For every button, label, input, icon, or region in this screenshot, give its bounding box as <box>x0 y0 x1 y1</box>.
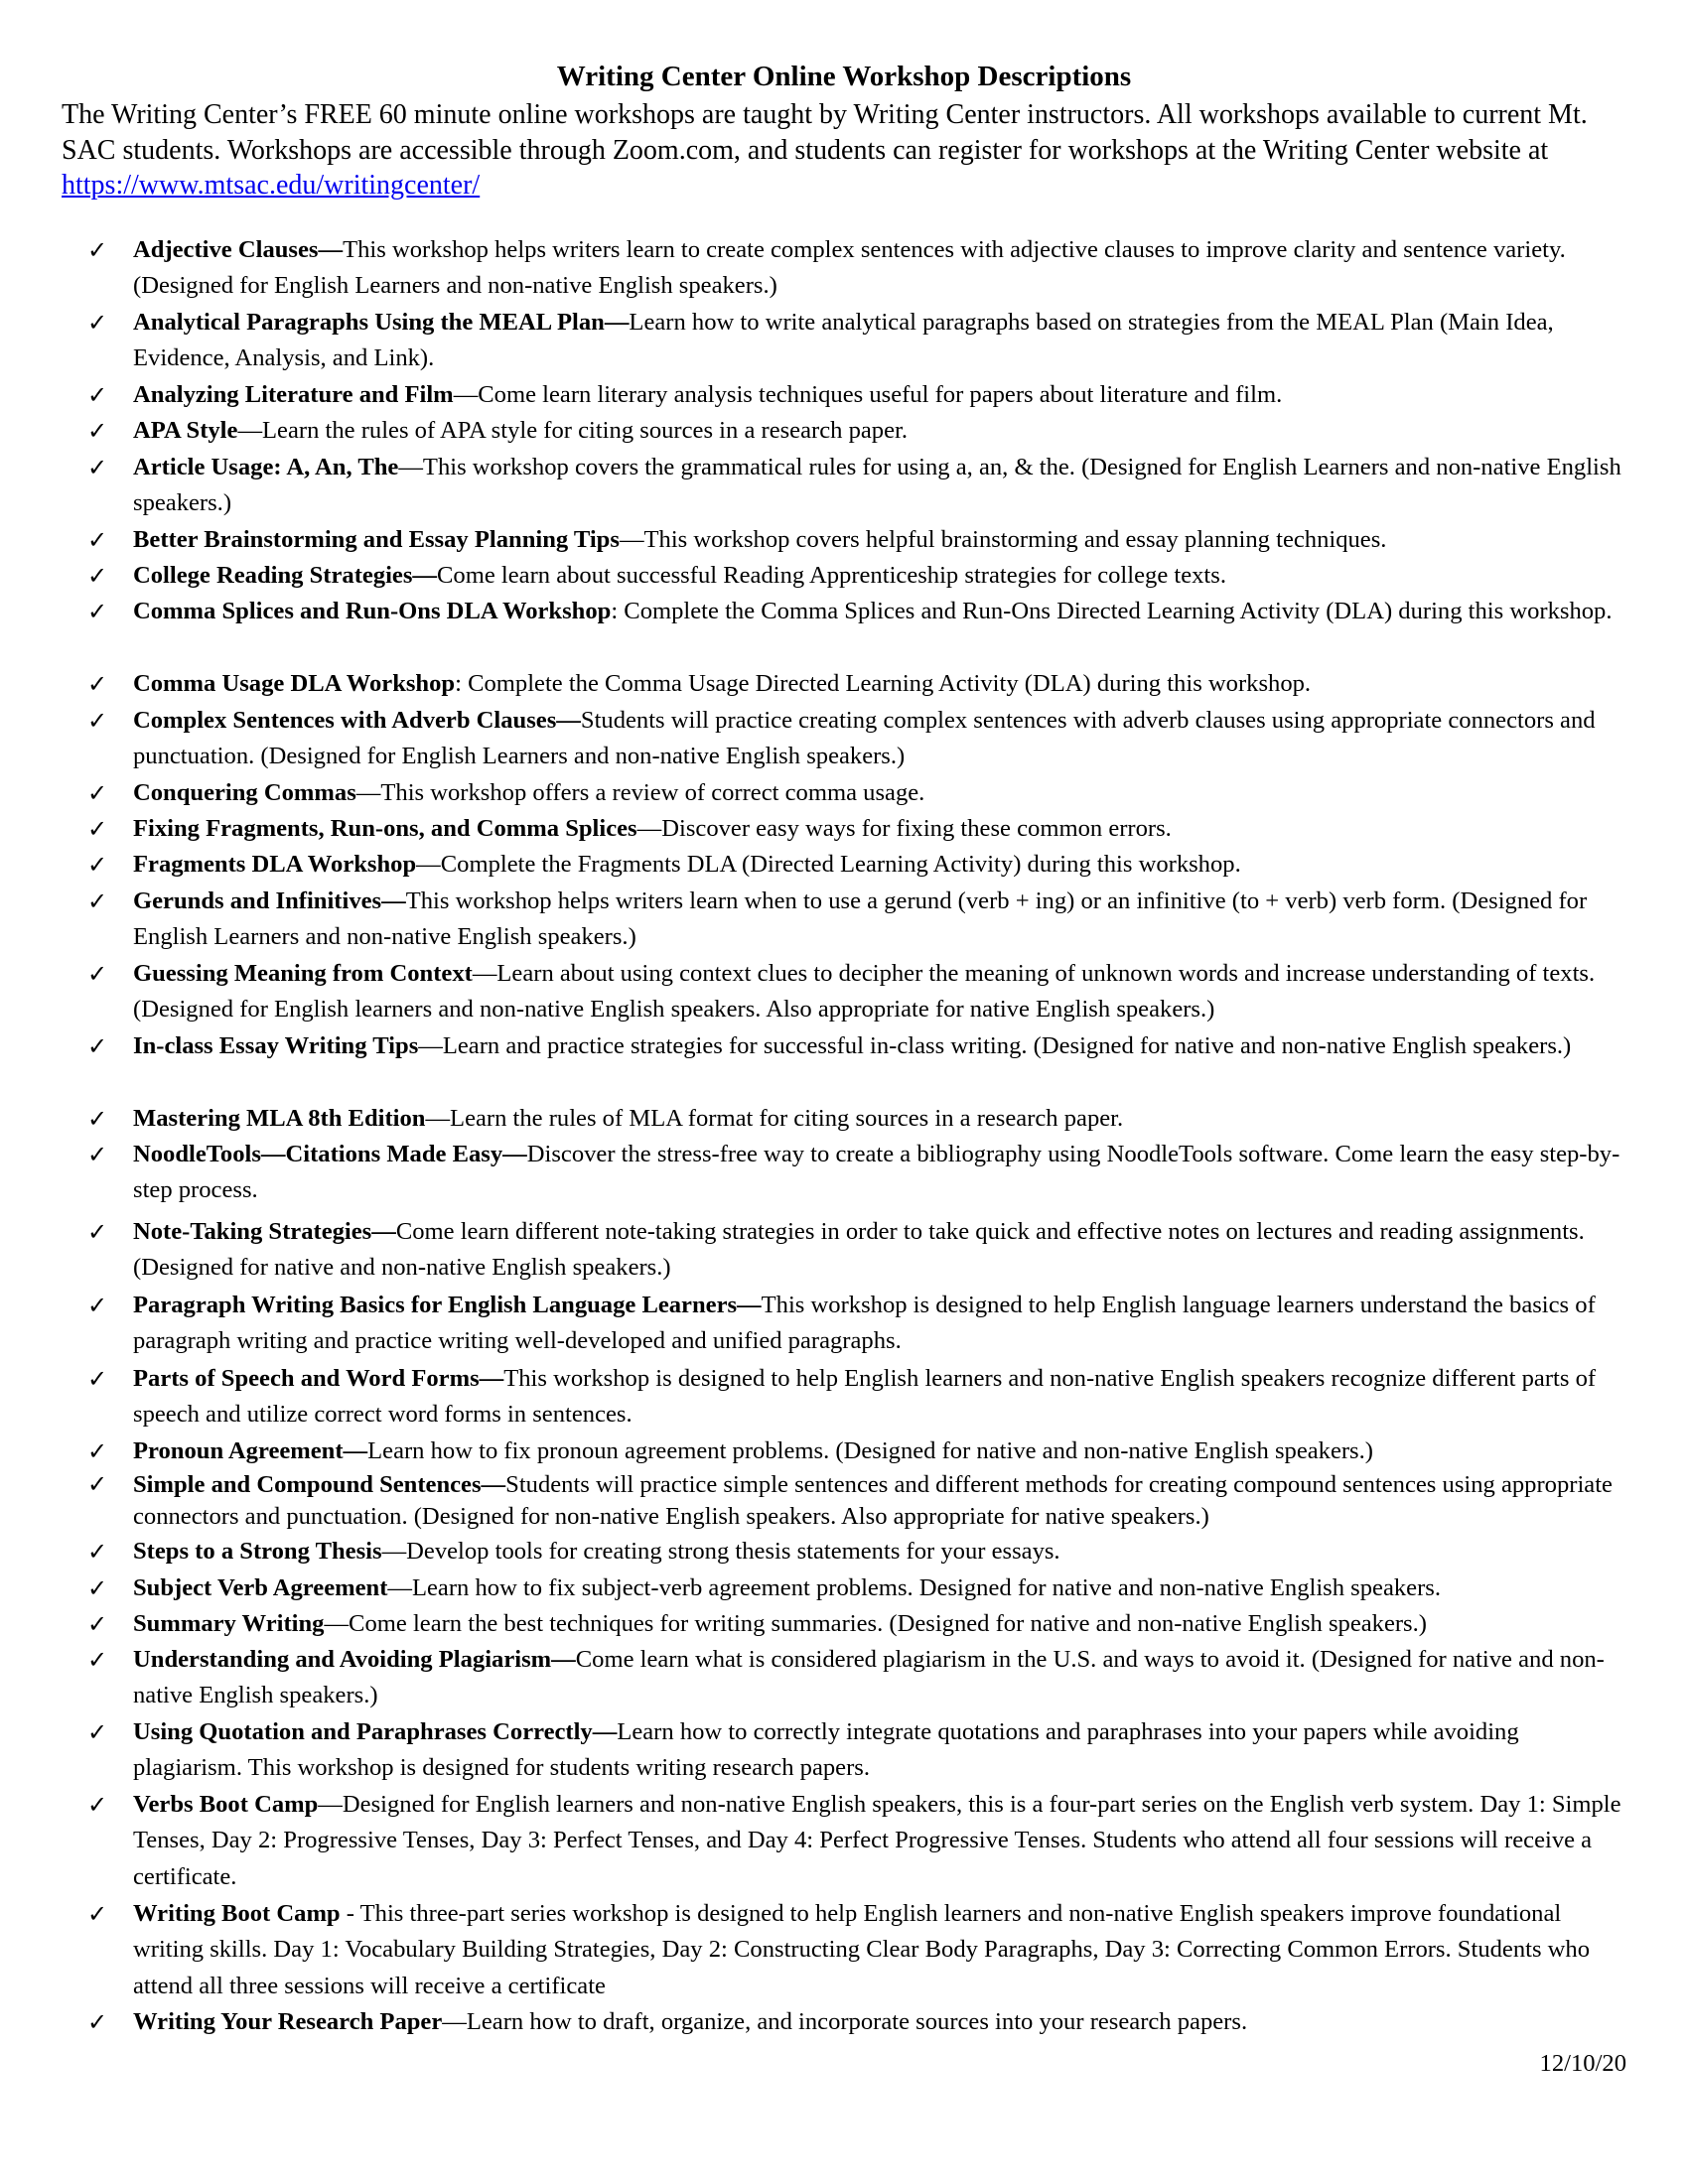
checkmark-icon: ✓ <box>87 1218 108 1246</box>
workshop-title: Conquering Commas <box>133 779 356 806</box>
workshop-description: —Learn how to fix subject-verb agreement problems. Designed for native and non-native English speakers. <box>387 1574 1442 1601</box>
checkmark-icon: ✓ <box>87 779 108 807</box>
workshop-item <box>87 232 1622 305</box>
workshop-item <box>87 1606 1622 1642</box>
workshop-item <box>87 522 1622 558</box>
workshop-description: —This workshop offers a review of correct comma usage. <box>355 779 925 806</box>
checkmark-icon: ✓ <box>87 2008 108 2036</box>
workshop-title: Comma Splices and Run-Ons DLA Workshop <box>133 598 612 624</box>
workshop-description: —Discover easy ways for fixing these common errors. <box>636 815 1172 842</box>
checkmark-icon: ✓ <box>87 1141 108 1168</box>
workshop-item <box>87 1101 1622 1137</box>
workshop-title: Complex Sentences with Adverb Clauses— <box>133 707 581 734</box>
workshop-item <box>87 1288 1622 1360</box>
workshop-item <box>87 377 1622 413</box>
workshop-title: Simple and Compound Sentences— <box>133 1471 506 1498</box>
checkmark-icon: ✓ <box>87 1900 108 1928</box>
workshop-item <box>87 1433 1622 1469</box>
workshop-item <box>87 2004 1622 2040</box>
workshop-description: Come learn what is considered plagiarism in the U.S. and ways to avoid it. (Designed for native and non-native English speakers.) <box>133 1646 1605 1709</box>
workshop-description: Learn how to write analytical paragraphs based on strategies from the MEAL Plan (Main Idea, Evidence, Analysis, and Link). <box>133 309 1554 372</box>
workshop-title: Fixing Fragments, Run-ons, and Comma Splices <box>133 815 637 842</box>
workshop-item <box>87 811 1622 847</box>
workshop-title: Note-Taking Strategies— <box>133 1218 396 1245</box>
checkmark-icon: ✓ <box>87 598 108 625</box>
workshop-title: Better Brainstorming and Essay Planning Tips <box>133 526 620 553</box>
workshop-description: Discover the stress-free way to create a bibliography using NoodleTools software. Come learn the easy step-by-step process. <box>133 1141 1620 1204</box>
workshop-description: Come learn different note-taking strategies in order to take quick and effective notes on lectures and reading assignments. (Designed for native and non-native English speakers.) <box>133 1218 1585 1282</box>
checkmark-icon: ✓ <box>87 1365 108 1393</box>
workshop-item <box>87 1534 1622 1570</box>
writing-center-link[interactable]: https://www.mtsac.edu/writingcenter/ <box>62 170 481 201</box>
workshop-description: Students will practice simple sentences and different methods for creating compound sentences using appropriate connectors and punctuation. (Designed for non-native English speakers. Also appropriate for native speakers.) <box>133 1471 1613 1530</box>
workshop-title: Parts of Speech and Word Forms— <box>133 1365 504 1392</box>
workshop-description: This workshop helps writers learn to create complex sentences with adjective clauses to improve clarity and sentence variety. (Designed for English Learners and non-native English speakers.) <box>133 236 1566 300</box>
workshop-title: Using Quotation and Paraphrases Correctly— <box>133 1718 618 1745</box>
workshop-item <box>87 1787 1622 1895</box>
workshop-title: Steps to a Strong Thesis <box>133 1538 382 1565</box>
workshop-description: —Designed for English learners and non-native English speakers, this is a four-part series on the English verb system. Day 1: Simple Tenses, Day 2: Progressive Tenses, Day 3: Perfect Tenses, and Day 4: Perfect Progressive Tenses. Students who attend all four sessions will receive a certificate. <box>133 1791 1621 1890</box>
workshop-item <box>87 1896 1622 2004</box>
checkmark-icon: ✓ <box>87 1470 108 1498</box>
workshop-description: Learn how to correctly integrate quotations and paraphrases into your papers while avoiding plagiarism. This workshop is designed for students writing research papers. <box>133 1718 1519 1782</box>
workshop-description: Come learn about successful Reading Apprenticeship strategies for college texts. <box>437 562 1226 589</box>
workshop-title: Analyzing Literature and Film <box>133 381 454 408</box>
checkmark-icon: ✓ <box>87 236 108 264</box>
workshop-description: —Complete the Fragments DLA (Directed Learning Activity) during this workshop. <box>416 851 1241 878</box>
checkmark-icon: ✓ <box>87 1105 108 1133</box>
workshop-description: —Come learn literary analysis techniques useful for papers about literature and film. <box>453 381 1283 408</box>
workshop-title: Writing Boot Camp <box>133 1900 341 1927</box>
checkmark-icon: ✓ <box>87 670 108 698</box>
checkmark-icon: ✓ <box>87 1032 108 1060</box>
checkmark-icon: ✓ <box>87 1437 108 1465</box>
workshop-item <box>87 956 1622 1028</box>
workshop-item <box>87 1361 1622 1433</box>
workshop-title: Adjective Clauses— <box>133 236 344 263</box>
checkmark-icon: ✓ <box>87 887 108 915</box>
workshop-description: —Develop tools for creating strong thesis statements for your essays. <box>381 1538 1060 1565</box>
workshop-description: —This workshop covers helpful brainstorming and essay planning techniques. <box>619 526 1387 553</box>
workshop-title: APA Style <box>133 417 238 444</box>
workshop-item <box>87 1714 1622 1787</box>
workshop-item <box>87 1570 1622 1606</box>
workshop-item <box>87 450 1622 522</box>
workshop-description: This workshop helps writers learn when to use a gerund (verb + ing) or an infinitive (to + verb) verb form. (Designed for English Learners and non-native English speakers.) <box>133 887 1588 951</box>
workshop-title: Gerunds and Infinitives— <box>133 887 406 914</box>
checkmark-icon: ✓ <box>87 1610 108 1638</box>
workshop-title: Analytical Paragraphs Using the MEAL Plan— <box>133 309 630 336</box>
intro-text: The Writing Center’s FREE 60 minute online workshops are taught by Writing Center instructors. All workshops available to current Mt. SAC students. Workshops are accessible through Zoom.com, and students can register for workshops at the Writing Center website at <box>62 99 1588 166</box>
workshop-item <box>87 413 1622 449</box>
workshop-item <box>87 1214 1622 1287</box>
document-date: 12/10/20 <box>1539 2050 1626 2077</box>
checkmark-icon: ✓ <box>87 1718 108 1746</box>
workshop-title: Article Usage: A, An, The <box>133 454 399 480</box>
workshop-description: —This workshop covers the grammatical rules for using a, an, & the. (Designed for English Learners and non-native English speakers.) <box>133 454 1621 517</box>
workshop-description: Students will practice creating complex sentences with adverb clauses using appropriate connectors and punctuation. (Designed for English Learners and non-native English speakers.) <box>133 707 1596 770</box>
workshop-item <box>87 558 1622 594</box>
workshop-title: Verbs Boot Camp <box>133 1791 319 1818</box>
workshop-item <box>87 884 1622 956</box>
workshop-title: College Reading Strategies— <box>133 562 438 589</box>
checkmark-icon: ✓ <box>87 1292 108 1319</box>
checkmark-icon: ✓ <box>87 1646 108 1674</box>
workshop-item <box>87 1137 1622 1209</box>
workshop-item <box>87 1642 1622 1714</box>
workshop-title: In-class Essay Writing Tips <box>133 1032 419 1059</box>
checkmark-icon: ✓ <box>87 815 108 843</box>
workshop-item <box>87 594 1622 629</box>
checkmark-icon: ✓ <box>87 526 108 554</box>
workshop-title: Paragraph Writing Basics for English Language Learners— <box>133 1292 762 1318</box>
workshop-description: —Come learn the best techniques for writing summaries. (Designed for native and non-native English speakers.) <box>324 1610 1427 1637</box>
workshop-description: - This three-part series workshop is designed to help English learners and non-native English speakers improve foundational writing skills. Day 1: Vocabulary Building Strategies, Day 2: Constructing Clear Body Paragraphs, Day 3: Correcting Common Errors. Students who attend all three sessions will receive a certificate <box>133 1900 1591 1999</box>
workshop-title: Pronoun Agreement— <box>133 1437 368 1464</box>
workshop-description: —Learn the rules of APA style for citing sources in a research paper. <box>237 417 908 444</box>
workshop-item <box>87 305 1622 377</box>
page-title: Writing Center Online Workshop Descriptions <box>556 61 1132 92</box>
workshop-title: Subject Verb Agreement <box>133 1574 388 1601</box>
workshop-description: —Learn the rules of MLA format for citing sources in a research paper. <box>425 1105 1124 1132</box>
workshop-title: Writing Your Research Paper <box>133 2008 443 2035</box>
workshop-description: : Complete the Comma Usage Directed Learning Activity (DLA) during this workshop. <box>455 670 1312 697</box>
workshop-title: Summary Writing <box>133 1610 325 1637</box>
checkmark-icon: ✓ <box>87 1574 108 1602</box>
checkmark-icon: ✓ <box>87 417 108 445</box>
workshop-description: This workshop is designed to help English language learners understand the basics of paragraph writing and practice writing well-developed and unified paragraphs. <box>133 1292 1596 1355</box>
checkmark-icon: ✓ <box>87 1791 108 1819</box>
workshop-item <box>87 666 1622 702</box>
checkmark-icon: ✓ <box>87 851 108 879</box>
workshop-description: Learn how to fix pronoun agreement problems. (Designed for native and non-native English speakers.) <box>367 1437 1373 1464</box>
checkmark-icon: ✓ <box>87 960 108 988</box>
workshop-title: Guessing Meaning from Context <box>133 960 473 987</box>
workshop-item <box>87 775 1622 811</box>
workshop-description: —Learn and practice strategies for successful in-class writing. (Designed for native and non-native English speakers.) <box>418 1032 1572 1059</box>
workshop-title: NoodleTools—Citations Made Easy— <box>133 1141 527 1167</box>
checkmark-icon: ✓ <box>87 1538 108 1566</box>
checkmark-icon: ✓ <box>87 562 108 590</box>
checkmark-icon: ✓ <box>87 707 108 735</box>
checkmark-icon: ✓ <box>87 454 108 481</box>
workshop-item <box>87 847 1622 883</box>
workshop-description: —Learn how to draft, organize, and incorporate sources into your research papers. <box>442 2008 1248 2035</box>
workshop-description: : Complete the Comma Splices and Run-Ons Directed Learning Activity (DLA) during this workshop. <box>611 598 1613 624</box>
workshop-title: Mastering MLA 8th Edition <box>133 1105 426 1132</box>
workshop-title: Understanding and Avoiding Plagiarism— <box>133 1646 576 1673</box>
workshop-item <box>87 1028 1622 1064</box>
workshop-item <box>87 703 1622 775</box>
workshop-title: Fragments DLA Workshop <box>133 851 417 878</box>
workshop-title: Comma Usage DLA Workshop <box>133 670 456 697</box>
workshop-description: —Learn about using context clues to decipher the meaning of unknown words and increase understanding of texts. (Designed for English learners and non-native English speakers. Also appropriate for native English speakers.) <box>133 960 1596 1024</box>
workshop-item <box>87 1469 1622 1532</box>
checkmark-icon: ✓ <box>87 309 108 337</box>
checkmark-icon: ✓ <box>87 381 108 409</box>
workshop-description: This workshop is designed to help English learners and non-native English speakers recognize different parts of speech and utilize correct word forms in sentences. <box>133 1365 1597 1429</box>
